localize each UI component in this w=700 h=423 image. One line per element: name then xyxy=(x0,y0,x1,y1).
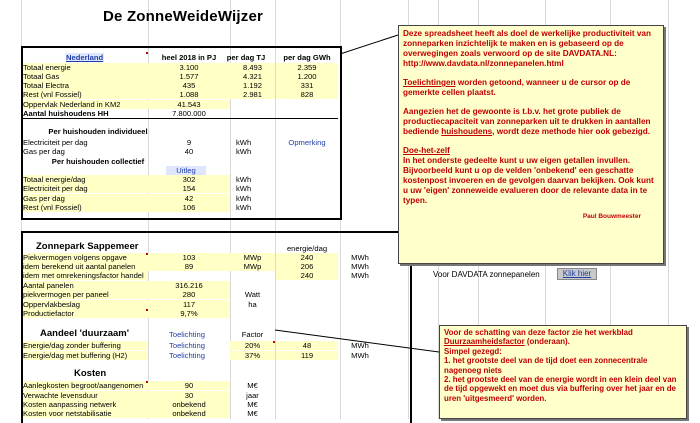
share-title: Aandeel 'duurzaam' xyxy=(40,328,129,339)
point-one: 1. het grootste deel van de tijd doet een zonnecentrale nagenoeg niets xyxy=(444,356,648,375)
row-label-area[interactable]: Oppervlak Nederland in KM2 xyxy=(23,100,148,109)
cell-total-energy-pj[interactable]: 3.100 xyxy=(148,63,230,72)
factor-header: Factor xyxy=(241,330,264,339)
toelichtingen-label: Toelichtingen xyxy=(403,78,456,87)
row-label-panel-peak[interactable]: piekvermogen per paneel xyxy=(23,290,148,299)
row-label-build-cost[interactable]: Aanlegkosten begroot/aangenomen xyxy=(23,381,148,390)
signature: Paul Bouwmeester xyxy=(582,213,641,220)
row-label-no-buffer[interactable]: Energie/dag zonder buffering xyxy=(23,341,148,350)
cell-rest-pj[interactable]: 1.088 xyxy=(148,90,230,99)
cell-total-electra-pj[interactable]: 435 xyxy=(148,81,230,90)
cell-rest-gwh[interactable]: 828 xyxy=(276,90,338,99)
households-text-a: Aangezien het de gewoonte is t.b.v. het grote publiek de productiecapaciteit van zonneparken uit te drukken in aantallen bediende xyxy=(403,107,651,136)
cell-network-cost-unit: M€ xyxy=(247,400,258,409)
row-label-col-gas[interactable]: Gas per dag xyxy=(23,194,148,203)
row-label-with-buffer[interactable]: Energie/dag met buffering (H2) xyxy=(23,351,148,360)
row-label-col-electricity[interactable]: Electriciteit per dag xyxy=(23,184,148,193)
cell-peak-calc-unit: MWp xyxy=(230,262,275,271)
cell-total-gas-pj[interactable]: 1.577 xyxy=(148,72,230,81)
cell-peak-factor-energy[interactable]: 240 xyxy=(276,271,338,280)
cell-area-use-value[interactable]: 117 xyxy=(148,300,230,309)
cell-with-buffer-factor[interactable]: 37% xyxy=(230,351,275,360)
tooltip-text: worden getoond, wanneer u de cursor op de gemerkte cellen plaatst. xyxy=(403,78,631,97)
cell-total-energy-gwh[interactable]: 2.359 xyxy=(276,63,338,72)
cell-ind-gas-unit: kWh xyxy=(236,147,252,156)
cell-total-electra-gwh[interactable]: 331 xyxy=(276,81,338,90)
page-title: De ZonneWeideWijzer xyxy=(103,8,264,25)
remark-button-top[interactable]: Opmerking xyxy=(288,138,326,147)
click-here-button[interactable]: Klik hier xyxy=(557,268,597,280)
col-header-tj: per dag TJ xyxy=(226,53,266,62)
diy-paragraph: In het onderste gedeelte kunt u uw eigen getallen invullen. Bijvoorbeeld kunt u op de velden 'onbekend' een geschatte kostenpost invoeren en de gevolgen daarvan bekijken. Ook kunt u uw 'eigen' zonneweide evalueren door de relevante data in te typen. xyxy=(403,156,654,205)
row-label-production-factor[interactable]: Productiefactor xyxy=(23,309,148,318)
individual-title: Per huishouden individueel xyxy=(48,127,148,136)
cell-peak-calc-energy[interactable]: 206 xyxy=(276,262,338,271)
sustainability-sheet-link: Duurzaamheidsfactor xyxy=(444,337,525,347)
cell-no-buffer-factor[interactable]: 20% xyxy=(230,341,275,350)
cell-total-gas-gwh[interactable]: 1.200 xyxy=(276,72,338,81)
cell-network-cost-value[interactable]: onbekend xyxy=(148,400,230,409)
row-label-panel-count[interactable]: Aantal panelen xyxy=(23,281,148,290)
row-label-peak-calc[interactable]: idem berekend uit aantal panelen xyxy=(23,262,148,271)
row-label-network-cost[interactable]: Kosten aanpassing netwerk xyxy=(23,400,148,409)
cell-peak-calc-value[interactable]: 89 xyxy=(148,262,230,271)
cell-area-use-unit: ha xyxy=(248,300,257,309)
cell-no-buffer-value[interactable]: 48 xyxy=(276,341,338,350)
cell-stability-cost-unit: M€ xyxy=(247,409,258,418)
cell-build-cost-value[interactable]: 90 xyxy=(148,381,230,390)
energy-day-header: energie/dag xyxy=(286,244,328,253)
row-label-peak-power[interactable]: Piekvermogen volgens opgave xyxy=(23,253,148,262)
row-label-stability-cost[interactable]: Kosten voor netstabilisatie xyxy=(23,409,148,418)
cell-total-gas-tj[interactable]: 4.321 xyxy=(230,72,275,81)
row-label-ind-electricity: Electriciteit per dag xyxy=(23,138,88,147)
cell-panel-peak-unit: Watt xyxy=(244,290,261,299)
point-two: 2. het grootste deel van de energie wordt in een klein deel van de tijd opgewekt en moet dus via buffering over het jaar en de uren 'uitgesmeerd' worden. xyxy=(444,375,677,403)
households-text-c: , wordt deze methode hier ook gebezigd. xyxy=(492,127,651,136)
cell-panel-count-value[interactable]: 316.216 xyxy=(148,281,230,290)
toelichting-link-1[interactable]: Toelichting xyxy=(169,330,205,339)
row-label-col-total[interactable]: Totaal energie/dag xyxy=(23,175,148,184)
toelichting-link-2[interactable]: Toelichting xyxy=(169,341,205,350)
cell-col-gas-value[interactable]: 42 xyxy=(148,194,230,203)
cell-col-rest-unit: kWh xyxy=(236,203,252,212)
row-label-total-electra[interactable]: Totaal Electra xyxy=(23,81,148,90)
cell-peak-factor-energy-unit: MWh xyxy=(351,271,369,280)
cell-stability-cost-value[interactable]: onbekend xyxy=(148,409,230,418)
cell-col-total-unit: kWh xyxy=(236,175,252,184)
cell-with-buffer-unit: MWh xyxy=(351,351,369,360)
simply-put: Simpel gezegd: xyxy=(444,346,502,356)
cell-total-energy-tj[interactable]: 8.493 xyxy=(230,63,275,72)
cell-households-value: 7.800.000 xyxy=(172,109,206,118)
cell-production-factor-value[interactable]: 9,7% xyxy=(148,309,230,318)
households-word: huishoudens xyxy=(441,127,493,136)
row-label-total-energy[interactable]: Totaal energie xyxy=(23,63,148,72)
cell-col-gas-unit: kWh xyxy=(236,194,252,203)
park-title: Zonnepark Sappemeer xyxy=(36,241,139,252)
cost-title: Kosten xyxy=(74,368,107,379)
row-label-ind-gas: Gas per dag xyxy=(23,147,65,156)
explain-button[interactable]: Uitleg xyxy=(166,166,206,175)
col-header-gwh: per dag GWh xyxy=(283,53,331,62)
cell-panel-peak-value[interactable]: 280 xyxy=(148,290,230,299)
row-label-lifetime[interactable]: Verwachte levensduur xyxy=(23,391,148,400)
country-header[interactable]: Nederland xyxy=(66,53,104,62)
row-label-area-use[interactable]: Oppervlakbeslag xyxy=(23,300,148,309)
row-label-households: Aantal huishoudens HH xyxy=(23,109,109,118)
collective-title: Per huishouden collectief xyxy=(51,157,145,166)
cell-col-total-value[interactable]: 302 xyxy=(148,175,230,184)
cell-total-electra-tj[interactable]: 1.192 xyxy=(230,81,275,90)
cell-col-electricity-value[interactable]: 154 xyxy=(148,184,230,193)
diy-heading: Doe-het-zelf xyxy=(403,146,450,155)
cell-area-value[interactable]: 41.543 xyxy=(148,100,230,109)
cell-with-buffer-value[interactable]: 119 xyxy=(276,351,338,360)
factor-text-a: Voor de schatting van deze factor zie het werkblad xyxy=(444,328,633,337)
cell-peak-power-value[interactable]: 103 xyxy=(148,253,230,262)
cell-ind-electricity-value: 9 xyxy=(186,138,192,147)
cell-peak-power-energy-unit: MWh xyxy=(351,253,369,262)
row-label-peak-factor[interactable]: idem met omrekeningsfactor handel xyxy=(23,271,148,280)
cell-no-buffer-unit: MWh xyxy=(351,341,369,350)
row-label-col-rest[interactable]: Rest (vnl Fossiel) xyxy=(23,203,148,212)
factor-text-c: (onderaan). xyxy=(524,337,570,347)
toelichting-link-3[interactable]: Toelichting xyxy=(169,351,205,360)
col-header-pj: heel 2018 in PJ xyxy=(161,53,217,62)
intro-paragraph: Deze spreadsheet heeft als doel de werkelijke productiviteit van zonneparken inzichtelijk te maken en is gebaseerd op de overwegingen zoals verwoord op de site DAVDATA.NL: http://www.davdata.nl/zonnepanelen.html xyxy=(403,29,651,68)
cell-lifetime-value[interactable]: 30 xyxy=(148,391,230,400)
cell-build-cost-unit: M€ xyxy=(247,381,258,390)
cell-peak-power-energy[interactable]: 240 xyxy=(276,253,338,262)
row-label-total-gas[interactable]: Totaal Gas xyxy=(23,72,148,81)
davdata-label: Voor DAVDATA zonnepanelen xyxy=(433,270,540,279)
cell-peak-calc-energy-unit: MWh xyxy=(351,262,369,271)
cell-col-electricity-unit: kWh xyxy=(236,184,252,193)
cell-col-rest-value[interactable]: 106 xyxy=(148,203,230,212)
cell-peak-power-unit: MWp xyxy=(230,253,275,262)
cell-ind-electricity-unit: kWh xyxy=(236,138,252,147)
cell-rest-tj[interactable]: 2.981 xyxy=(230,90,275,99)
cell-ind-gas-value: 40 xyxy=(184,147,194,156)
row-label-rest[interactable]: Rest (vnl Fossiel) xyxy=(23,90,148,99)
cell-lifetime-unit: jaar xyxy=(246,391,259,400)
